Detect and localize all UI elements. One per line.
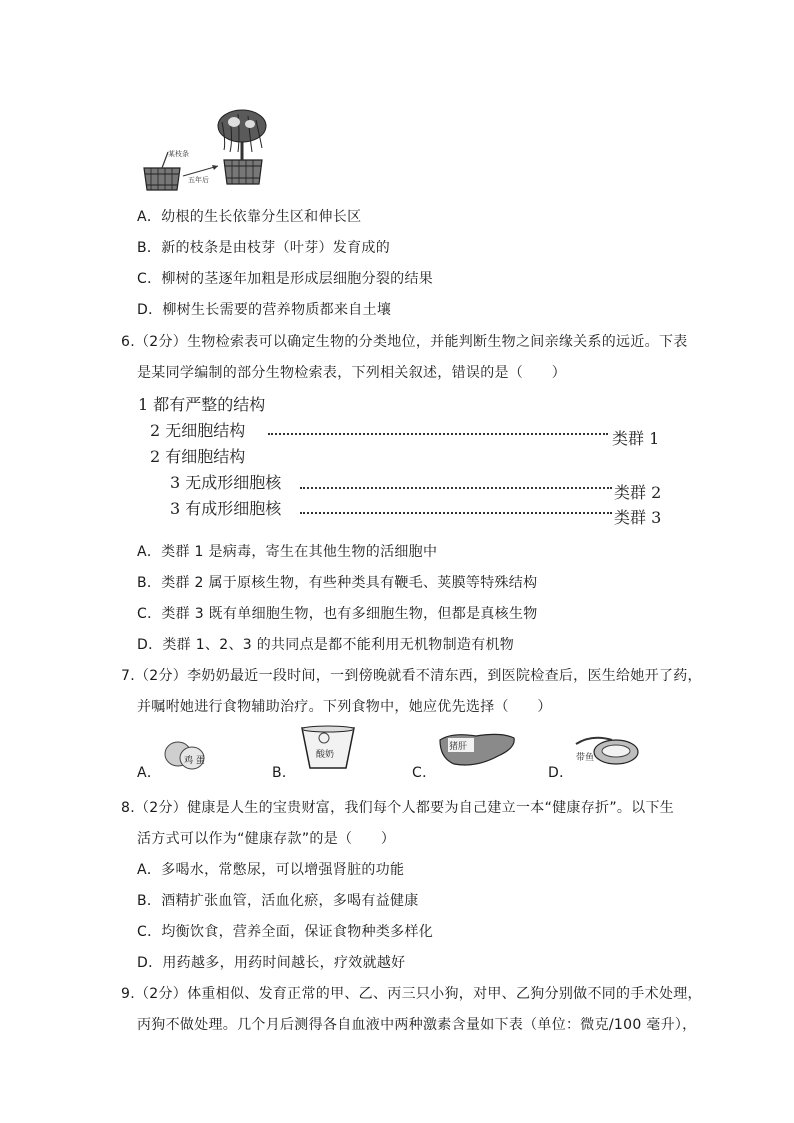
q7-option-c-letter: C． xyxy=(412,765,437,781)
q9-stem-line2: 丙狗不做处理。几个月后测得各自血液中两种激素含量如下表（单位：微克/100 毫升）， xyxy=(137,1017,697,1033)
q7-stem-line1: 7.（2分）李奶奶最近一段时间，一到傍晚就看不清东西，到医院检查后，医生给她开了药， xyxy=(121,668,702,684)
key-row2-label: 类群 1 xyxy=(612,429,660,448)
ribbonfish-label: 带鱼 xyxy=(576,753,595,763)
q7-option-a-letter: A． xyxy=(137,765,162,781)
key-row2: 2 无细胞结构 xyxy=(150,421,246,440)
q9-stem-line1: 9.（2分）体重相似、发育正常的甲、乙、丙三只小狗，对甲、乙狗分别做不同的手术处理， xyxy=(121,986,702,1002)
key-row4-label: 类群 2 xyxy=(614,483,662,502)
egg-image xyxy=(160,736,220,772)
q5-willow-figure xyxy=(138,108,268,196)
key-row1: 1 都有严整的结构 xyxy=(138,395,266,414)
q8-option-d: D．用药越多，用药时间越长，疗效就越好 xyxy=(137,955,406,971)
key-row4-leader xyxy=(300,487,612,489)
q7-option-d-letter: D． xyxy=(548,765,574,781)
q8-stem-line1: 8.（2分）健康是人生的宝贵财富，我们每个人都要为自己建立一本“健康存折”。以下生 xyxy=(121,800,675,816)
q5-option-a: A．幼根的生长依靠分生区和伸长区 xyxy=(137,209,362,225)
key-row5: 3 有成形细胞核 xyxy=(170,499,282,518)
key-row2-leader xyxy=(268,433,608,435)
pig-liver-image xyxy=(436,730,518,770)
q5-label-b: 五年后 xyxy=(188,176,209,184)
q6-option-a: A．类群 1 是病毒，寄生在其他生物的活细胞中 xyxy=(137,544,438,560)
q8-option-b: B．酒精扩张血管，活血化瘀，多喝有益健康 xyxy=(137,893,419,909)
q7-stem-line2: 并嘱咐她进行食物辅助治疗。下列食物中，她应优先选择（ ） xyxy=(137,699,552,715)
q6-option-c: C．类群 3 既有单细胞生物，也有多细胞生物，但都是真核生物 xyxy=(137,606,538,622)
yogurt-label: 酸奶 xyxy=(316,750,335,760)
q8-option-a: A．多喝水，常憋尿，可以增强肾脏的功能 xyxy=(137,862,405,878)
ribbonfish-image xyxy=(572,730,642,770)
q8-option-c: C．均衡饮食，营养全面，保证食物种类多样化 xyxy=(137,924,434,940)
q6-option-b: B．类群 2 属于原核生物，有些种类具有鞭毛、荚膜等特殊结构 xyxy=(137,575,538,591)
key-row5-label: 类群 3 xyxy=(614,508,662,527)
q5-option-b: B．新的枝条是由枝芽（叶芽）发育成的 xyxy=(137,240,391,256)
key-row5-leader xyxy=(300,512,612,514)
q5-option-d: D．柳树生长需要的营养物质都来自土壤 xyxy=(137,302,392,318)
q6-stem-line2: 是某同学编制的部分生物检索表，下列相关叙述，错误的是（ ） xyxy=(137,365,566,381)
key-row4: 3 无成形细胞核 xyxy=(170,473,282,492)
yogurt-image xyxy=(298,724,358,772)
q6-option-d: D．类群 1、2、3 的共同点是都不能利用无机物制造有机物 xyxy=(137,637,515,653)
q8-stem-line2: 活方式可以作为“健康存款”的是（ ） xyxy=(137,831,396,847)
q7-option-b-letter: B． xyxy=(272,765,297,781)
egg-label: 鸡 蛋 xyxy=(184,756,205,766)
q5-option-c: C．柳树的茎逐年加粗是形成层细胞分裂的结果 xyxy=(137,271,434,287)
q6-stem-line1: 6.（2分）生物检索表可以确定生物的分类地位，并能判断生物之间亲缘关系的远近。下表 xyxy=(121,334,688,350)
pig-liver-label: 猪肝 xyxy=(449,742,468,752)
q5-label-a: 某枝条 xyxy=(168,150,189,158)
key-row3: 2 有细胞结构 xyxy=(150,447,246,466)
